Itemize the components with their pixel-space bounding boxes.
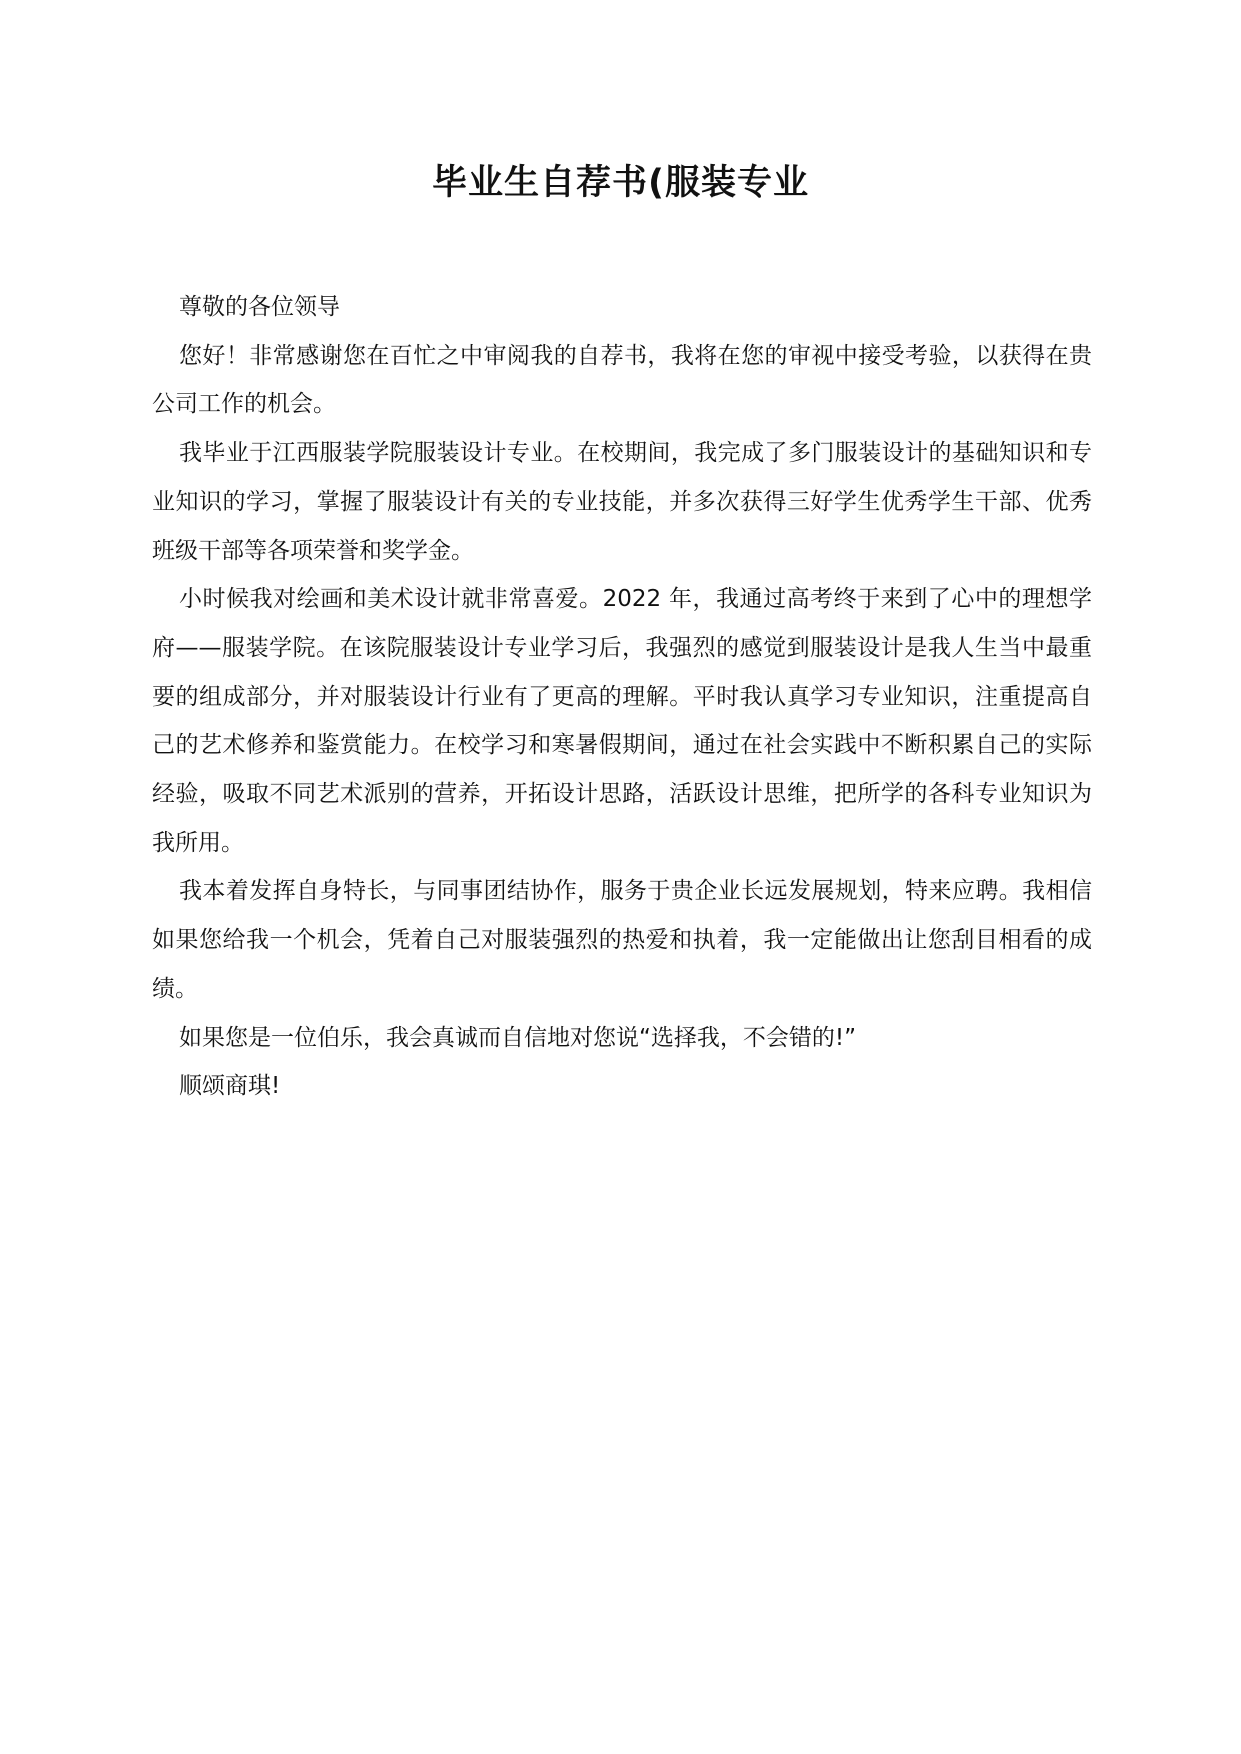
paragraph-education: 我毕业于江西服装学院服装设计专业。在校期间，我完成了多门服装设计的基础知识和专业知识的学习，掌握了服装设计有关的专业技能，并多次获得三好学生优秀学生干部、优秀班级干部等各项荣誉和奖学金。: [152, 440, 1092, 564]
closing-salutation: 顺颂商琪!: [179, 1073, 281, 1100]
document-body: [152, 283, 1092, 1111]
document-title: 毕业生自荐书(服装专业: [432, 163, 809, 203]
paragraph-greeting: 您好！非常感谢您在百忙之中审阅我的自荐书，我将在您的审视中接受考验，以获得在贵公司工作的机会。: [152, 342, 1092, 418]
paragraph-application: 我本着发挥自身特长，与同事团结协作，服务于贵企业长远发展规划，特来应聘。我相信如果您给我一个机会，凭着自己对服装强烈的热爱和执着，我一定能做出让您刮目相看的成绩。: [152, 878, 1092, 1002]
paragraph-background: 小时候我对绘画和美术设计就非常喜爱。2022 年，我通过高考终于来到了心中的理想学府——服装学院。在该院服装设计专业学习后，我强烈的感觉到服装设计是我人生当中最重要的组成部分，并对服装设计行业有了更高的理解。平时我认真学习专业知识，注重提高自己的艺术修养和鉴赏能力。在校学习和寒暑假期间，通过在社会实践中不断积累自己的实际经验，吸取不同艺术派别的营养，开拓设计思路，活跃设计思维，把所学的各科专业知识为我所用。: [152, 586, 1092, 856]
paragraph-closing-statement: 如果您是一位伯乐，我会真诚而自信地对您说“选择我，不会错的!”: [179, 1024, 857, 1051]
salutation: 尊敬的各位领导: [179, 294, 340, 320]
